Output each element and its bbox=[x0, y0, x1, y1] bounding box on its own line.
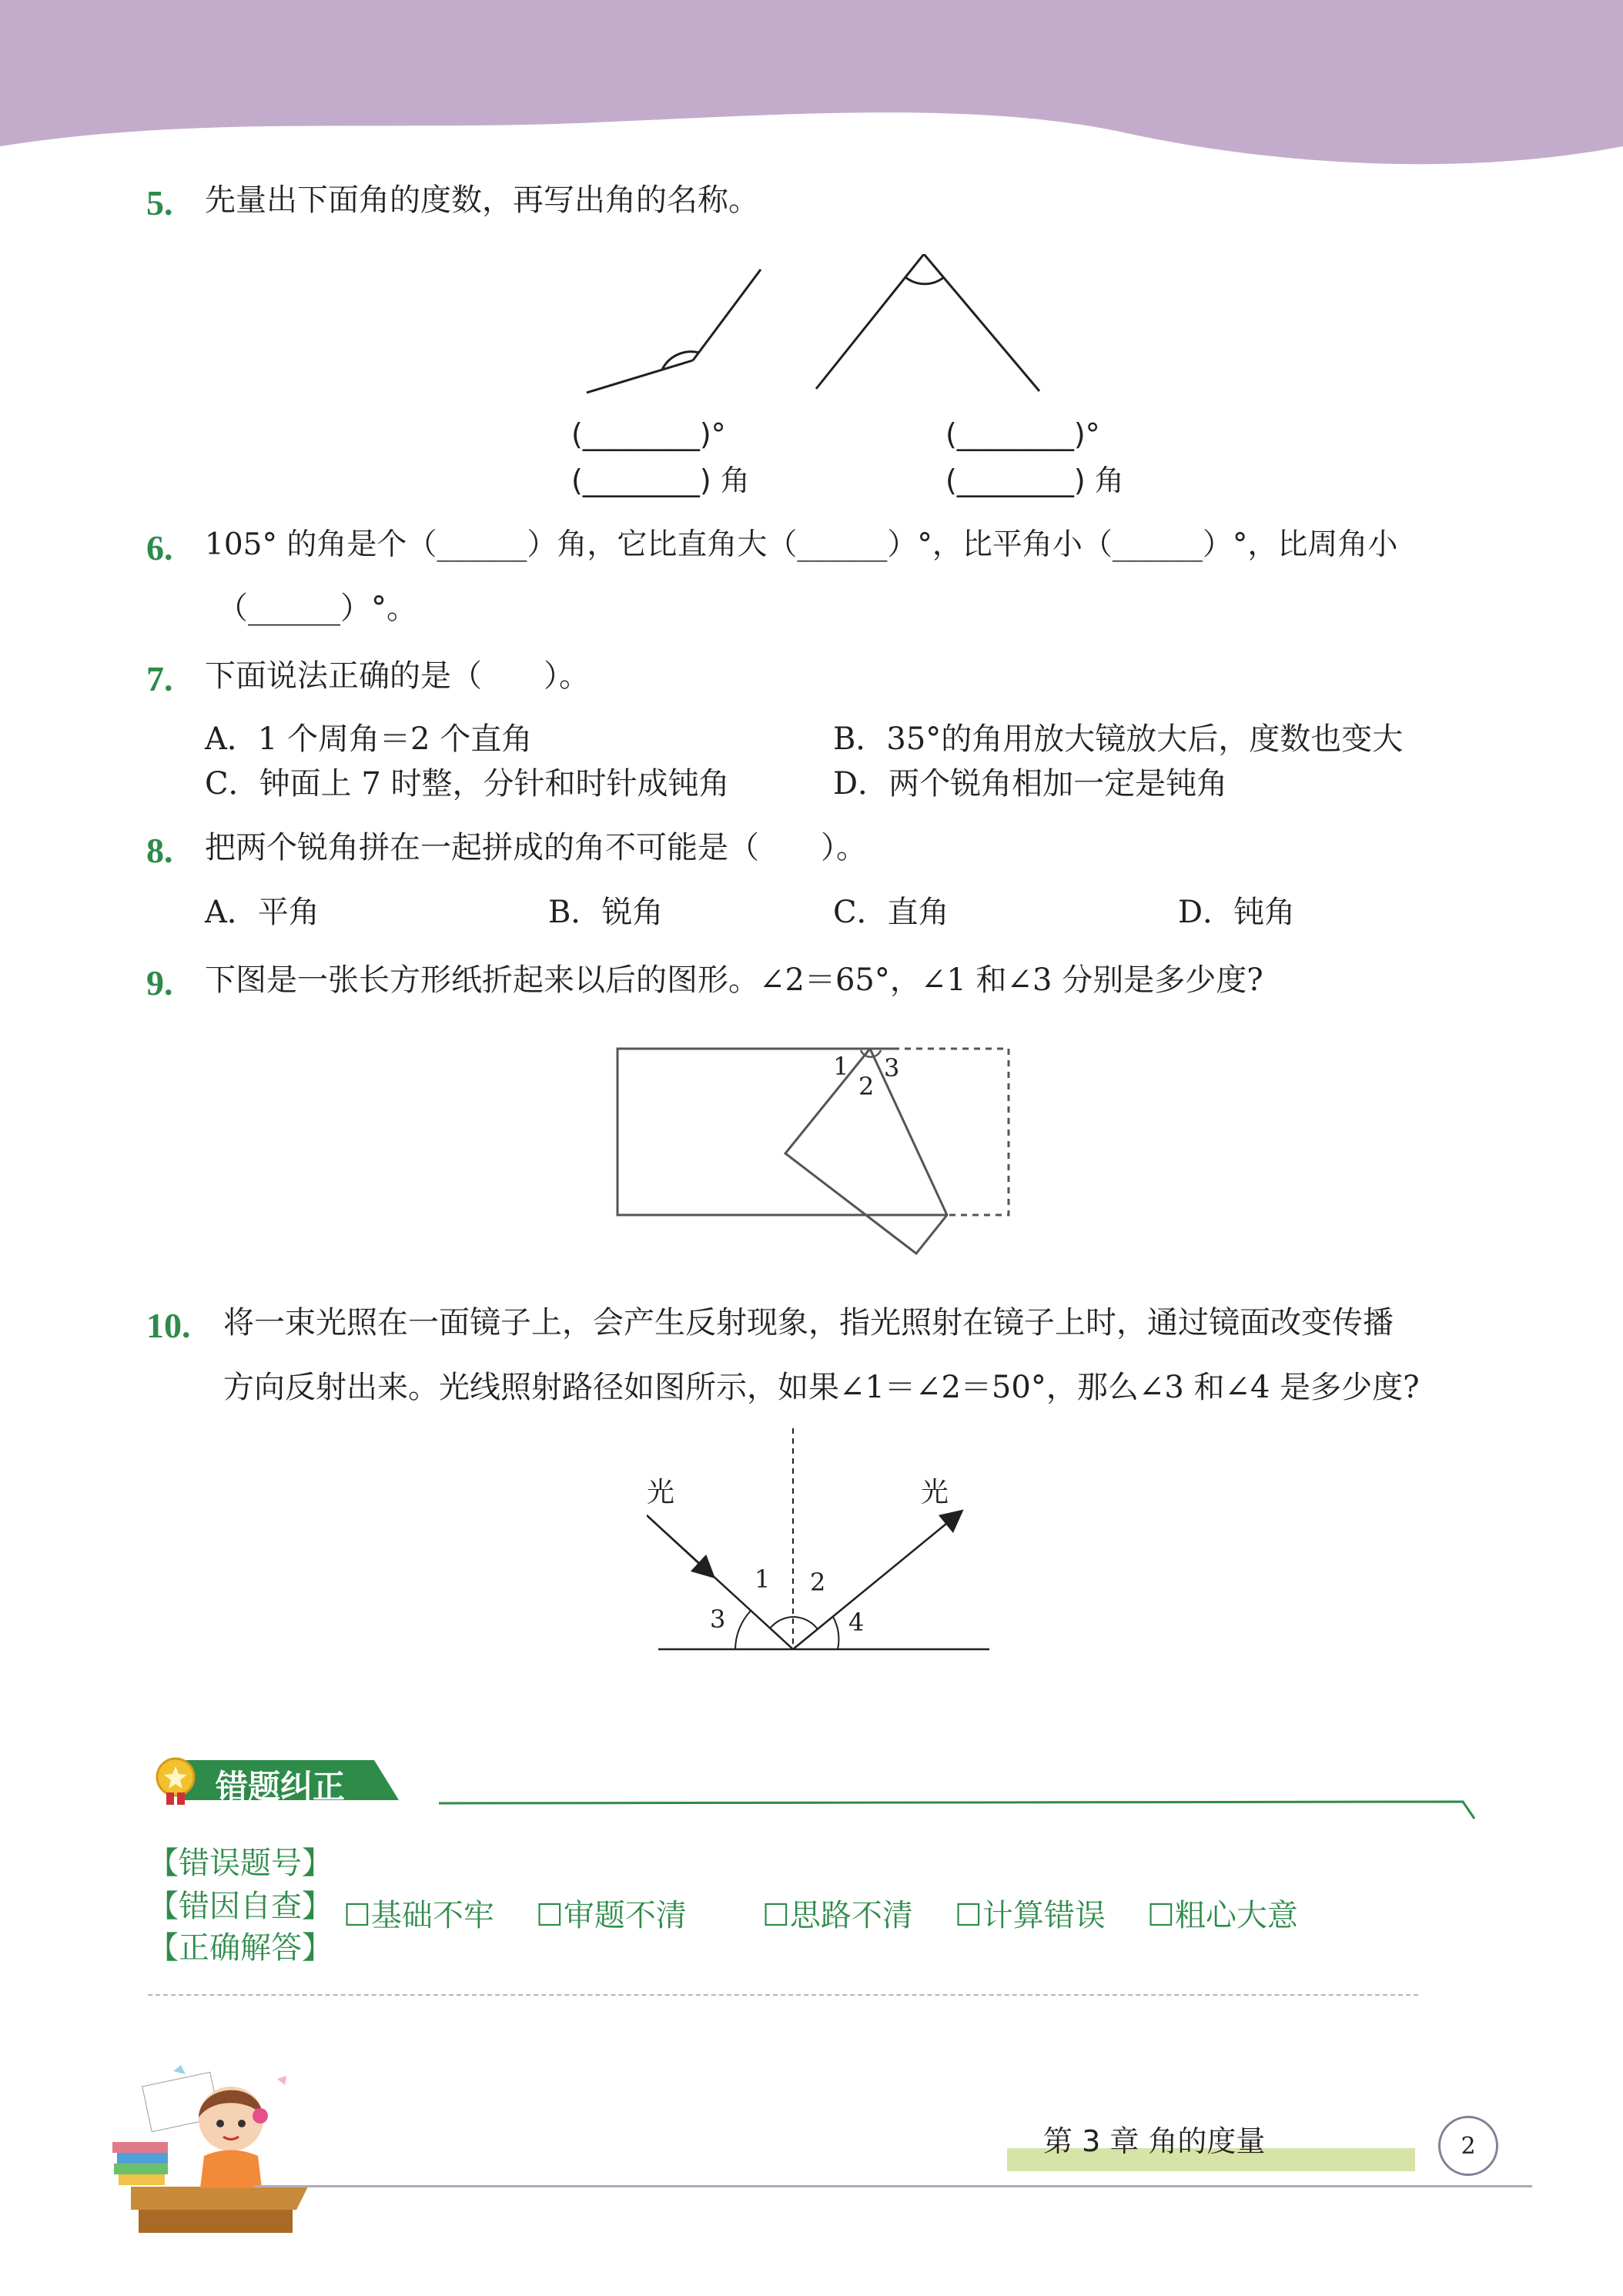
correction-row-self-check-label: 【错因自查】 bbox=[148, 1889, 333, 1924]
question-8-text: 把两个锐角拼在一起拼成的角不可能是（ ）。 bbox=[205, 830, 867, 865]
correction-divider bbox=[431, 1794, 1478, 1825]
q10-angle-label-4: 4 bbox=[848, 1608, 865, 1637]
q7-option-b[interactable]: B．35°的角用放大镜放大后，度数也变大 bbox=[833, 721, 1404, 757]
q10-angle-label-2: 2 bbox=[810, 1568, 826, 1597]
check-option-1-label: 基础不牢 bbox=[370, 1898, 494, 1933]
check-option-5-label: 粗心大意 bbox=[1174, 1898, 1298, 1933]
check-option-3-label: 思路不清 bbox=[789, 1898, 913, 1933]
q5-blank-degree-b[interactable]: (________)° bbox=[945, 417, 1100, 451]
question-10-line-2: 方向反射出来。光线照射路径如图所示，如果∠1＝∠2＝50°，那么∠3 和∠4 是多少度? bbox=[223, 1370, 1420, 1405]
page-number: 2 bbox=[1461, 2132, 1476, 2160]
question-9-text: 下图是一张长方形纸折起来以后的图形。∠2＝65°，∠1 和∠3 分别是多少度? bbox=[205, 962, 1263, 998]
q7-option-d[interactable]: D．两个锐角相加一定是钝角 bbox=[833, 766, 1228, 802]
q8-option-c[interactable]: C．直角 bbox=[833, 895, 949, 930]
q10-light-label-left: 光 bbox=[647, 1477, 675, 1508]
q8-option-a[interactable]: A．平角 bbox=[205, 895, 320, 930]
q5-blank-name-a[interactable]: (________) 角 bbox=[571, 464, 750, 497]
correction-title: 错题纠正 bbox=[216, 1768, 346, 1806]
q5-blank-name-b[interactable]: (________) 角 bbox=[945, 464, 1124, 497]
page-number-badge bbox=[1438, 2116, 1498, 2176]
q9-angle-label-1: 1 bbox=[833, 1052, 849, 1081]
q9-angle-label-2: 2 bbox=[858, 1072, 875, 1101]
q5-angle-figures bbox=[570, 254, 1062, 400]
question-6-line-1: 105° 的角是个（______）角，它比直角大（______）°，比平角小（______）°，比周角小 bbox=[205, 527, 1398, 562]
student-illustration bbox=[100, 2048, 323, 2248]
footer-line bbox=[254, 2185, 1532, 2187]
q8-option-d[interactable]: D．钝角 bbox=[1178, 895, 1296, 930]
question-number-6: 6. bbox=[146, 528, 173, 567]
question-6-line-2: （______）°。 bbox=[217, 591, 417, 626]
check-option-2-label: 审题不清 bbox=[563, 1898, 687, 1933]
check-option-3[interactable]: ☐思路不清 bbox=[762, 1898, 913, 1933]
question-number-7: 7. bbox=[146, 659, 173, 698]
q5-blank-degree-a[interactable]: (________)° bbox=[571, 417, 726, 451]
correction-row-correct-answer: 【正确解答】 bbox=[148, 1930, 333, 1966]
question-number-9: 9. bbox=[146, 963, 173, 1002]
question-7-text: 下面说法正确的是（ ）。 bbox=[205, 658, 590, 694]
check-option-4[interactable]: ☐计算错误 bbox=[955, 1898, 1106, 1933]
q10-angle-label-1: 1 bbox=[755, 1565, 771, 1594]
q10-light-label-right: 光 bbox=[921, 1477, 949, 1508]
q8-option-b[interactable]: B．锐角 bbox=[548, 895, 664, 930]
q10-angle-label-3: 3 bbox=[710, 1605, 726, 1634]
correction-row-wrong-number: 【错误题号】 bbox=[148, 1846, 333, 1881]
q9-angle-label-3: 3 bbox=[884, 1053, 900, 1083]
chapter-title: 第 3 章 角的度量 bbox=[1043, 2124, 1266, 2158]
answer-dashed-line bbox=[148, 1994, 1418, 1996]
q7-option-a[interactable]: A．1 个周角＝2 个直角 bbox=[205, 721, 533, 757]
correction-banner bbox=[154, 1754, 400, 1806]
check-option-4-label: 计算错误 bbox=[982, 1898, 1106, 1933]
q9-folded-paper-figure bbox=[608, 1039, 1024, 1263]
question-number-10: 10. bbox=[146, 1306, 191, 1345]
question-5-text: 先量出下面角的度数，再写出角的名称。 bbox=[205, 182, 759, 218]
question-10-line-1: 将一束光照在一面镜子上，会产生反射现象，指光照射在镜子上时，通过镜面改变传播 bbox=[223, 1305, 1394, 1340]
q7-option-c[interactable]: C．钟面上 7 时整，分针和时针成钝角 bbox=[205, 766, 730, 802]
q10-reflection-figure bbox=[647, 1424, 1001, 1655]
check-option-2[interactable]: ☐审题不清 bbox=[536, 1898, 687, 1933]
question-number-8: 8. bbox=[146, 831, 173, 870]
check-option-1[interactable]: ☐基础不牢 bbox=[343, 1898, 494, 1933]
question-number-5: 5. bbox=[146, 183, 173, 223]
check-option-5[interactable]: ☐粗心大意 bbox=[1147, 1898, 1298, 1933]
header-wave bbox=[0, 0, 1623, 177]
